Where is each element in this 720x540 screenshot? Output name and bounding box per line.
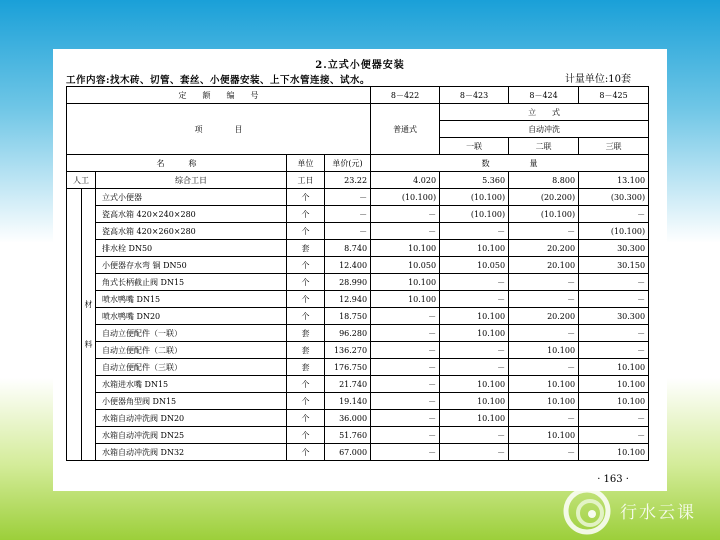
material-value: (10.100) bbox=[440, 206, 509, 223]
material-category-char: 料 bbox=[84, 339, 93, 349]
material-value: － bbox=[440, 444, 509, 461]
material-price: 96.280 bbox=[325, 325, 371, 342]
quota-table bbox=[66, 86, 649, 461]
material-value: － bbox=[440, 427, 509, 444]
material-value: － bbox=[579, 291, 649, 308]
material-name: 水箱进水嘴 DN15 bbox=[96, 376, 287, 393]
material-name: 排水栓 DN50 bbox=[96, 240, 287, 257]
material-name: 自动立便配件（一联） bbox=[96, 325, 287, 342]
material-value: 10.100 bbox=[371, 291, 440, 308]
type-label: 立 式 bbox=[440, 104, 649, 121]
material-value: － bbox=[509, 291, 579, 308]
material-value: (20.200) bbox=[509, 189, 579, 206]
table-row bbox=[67, 257, 649, 274]
table-row bbox=[67, 291, 649, 308]
material-value: － bbox=[371, 444, 440, 461]
sub-label: 三联 bbox=[579, 138, 649, 155]
material-price: 67.000 bbox=[325, 444, 371, 461]
labor-value: 4.020 bbox=[371, 172, 440, 189]
material-name: 喷水鸭嘴 DN15 bbox=[96, 291, 287, 308]
material-value: － bbox=[371, 359, 440, 376]
material-value: － bbox=[371, 223, 440, 240]
material-unit: 个 bbox=[287, 308, 325, 325]
material-name: 水箱自动冲洗阀 DN32 bbox=[96, 444, 287, 461]
material-value: － bbox=[509, 223, 579, 240]
table-row bbox=[67, 104, 649, 121]
material-value: (10.100) bbox=[440, 189, 509, 206]
normal-label: 普通式 bbox=[371, 121, 440, 138]
material-unit: 个 bbox=[287, 291, 325, 308]
material-value: (30.300) bbox=[579, 189, 649, 206]
material-unit: 个 bbox=[287, 206, 325, 223]
material-price: 176.750 bbox=[325, 359, 371, 376]
material-value: － bbox=[579, 325, 649, 342]
material-name: 小便器存水弯 铜 DN50 bbox=[96, 257, 287, 274]
material-value: － bbox=[509, 325, 579, 342]
material-value: － bbox=[579, 206, 649, 223]
material-name: 水箱自动冲洗阀 DN25 bbox=[96, 427, 287, 444]
material-category-char: 材 bbox=[84, 299, 93, 309]
material-price: 19.140 bbox=[325, 393, 371, 410]
document-page bbox=[53, 49, 667, 491]
material-value: 10.100 bbox=[371, 240, 440, 257]
material-value: 20.200 bbox=[509, 240, 579, 257]
material-value: － bbox=[440, 359, 509, 376]
material-value: (10.100) bbox=[509, 206, 579, 223]
empty-cell bbox=[67, 189, 82, 461]
code-cell: 8－424 bbox=[509, 87, 579, 104]
material-value: － bbox=[371, 308, 440, 325]
material-name: 自动立便配件（三联） bbox=[96, 359, 287, 376]
material-price: 51.760 bbox=[325, 427, 371, 444]
material-value: － bbox=[440, 291, 509, 308]
labor-price: 23.22 bbox=[325, 172, 371, 189]
labor-category: 人工 bbox=[67, 172, 96, 189]
auto-label: 自动冲洗 bbox=[440, 121, 649, 138]
material-price: 28.990 bbox=[325, 274, 371, 291]
material-name: 自动立便配件（二联） bbox=[96, 342, 287, 359]
material-price: 12.940 bbox=[325, 291, 371, 308]
labor-value: 8.800 bbox=[509, 172, 579, 189]
material-unit: 个 bbox=[287, 274, 325, 291]
material-value: － bbox=[579, 410, 649, 427]
material-value: － bbox=[579, 342, 649, 359]
table-row bbox=[67, 325, 649, 342]
material-price: － bbox=[325, 223, 371, 240]
material-value: － bbox=[371, 376, 440, 393]
table-row bbox=[67, 342, 649, 359]
page-number: · 163 · bbox=[597, 474, 629, 485]
labor-unit: 工日 bbox=[287, 172, 325, 189]
material-name: 喷水鸭嘴 DN20 bbox=[96, 308, 287, 325]
code-cell: 8－423 bbox=[440, 87, 509, 104]
material-price: 136.270 bbox=[325, 342, 371, 359]
table-row bbox=[67, 189, 649, 206]
logo-icon bbox=[562, 487, 612, 535]
labor-name: 综合工日 bbox=[96, 172, 287, 189]
logo-text: 行水云课 bbox=[620, 503, 696, 523]
material-value: 10.050 bbox=[371, 257, 440, 274]
material-name: 小便器角型阀 DN15 bbox=[96, 393, 287, 410]
material-unit: 个 bbox=[287, 393, 325, 410]
material-value: 10.100 bbox=[371, 274, 440, 291]
unit-label: 单位 bbox=[287, 155, 325, 172]
material-value: － bbox=[440, 342, 509, 359]
labor-value: 13.100 bbox=[579, 172, 649, 189]
table-row bbox=[67, 274, 649, 291]
material-value: (10.100) bbox=[579, 223, 649, 240]
code-cell: 8－425 bbox=[579, 87, 649, 104]
material-value: 10.100 bbox=[509, 427, 579, 444]
material-value: 10.100 bbox=[579, 444, 649, 461]
material-value: 10.100 bbox=[509, 393, 579, 410]
material-unit: 个 bbox=[287, 444, 325, 461]
material-price: 8.740 bbox=[325, 240, 371, 257]
material-unit: 套 bbox=[287, 325, 325, 342]
material-name: 瓷高水箱 420×260×280 bbox=[96, 223, 287, 240]
material-value: 10.050 bbox=[440, 257, 509, 274]
material-value: 10.100 bbox=[440, 325, 509, 342]
material-value: 10.100 bbox=[440, 393, 509, 410]
material-value: 30.150 bbox=[579, 257, 649, 274]
material-unit: 个 bbox=[287, 223, 325, 240]
material-value: － bbox=[579, 427, 649, 444]
material-price: － bbox=[325, 189, 371, 206]
material-value: － bbox=[371, 427, 440, 444]
material-value: 10.100 bbox=[440, 376, 509, 393]
material-value: － bbox=[509, 444, 579, 461]
material-value: － bbox=[440, 223, 509, 240]
table-row bbox=[67, 427, 649, 444]
material-unit: 套 bbox=[287, 342, 325, 359]
table-row bbox=[67, 172, 649, 189]
table-row bbox=[67, 155, 649, 172]
item-label: 项 目 bbox=[67, 104, 371, 155]
material-name: 立式小便器 bbox=[96, 189, 287, 206]
material-price: 12.400 bbox=[325, 257, 371, 274]
material-name: 瓷高水箱 420×240×280 bbox=[96, 206, 287, 223]
material-price: － bbox=[325, 206, 371, 223]
empty-cell bbox=[371, 104, 440, 121]
table-row bbox=[67, 308, 649, 325]
material-value: － bbox=[371, 342, 440, 359]
material-unit: 套 bbox=[287, 359, 325, 376]
code-cell: 8－422 bbox=[371, 87, 440, 104]
material-value: － bbox=[509, 410, 579, 427]
sub-label: 二联 bbox=[509, 138, 579, 155]
document-title: 2.立式小便器安装 bbox=[315, 60, 405, 71]
work-content: 工作内容:找木砖、切管、套丝、小便器安装、上下水管连接、试水。 bbox=[66, 75, 371, 86]
labor-value: 5.360 bbox=[440, 172, 509, 189]
material-category bbox=[82, 189, 96, 461]
material-value: － bbox=[440, 274, 509, 291]
material-value: － bbox=[579, 274, 649, 291]
price-label: 单价(元) bbox=[325, 155, 371, 172]
material-value: 10.100 bbox=[440, 410, 509, 427]
material-value: － bbox=[371, 206, 440, 223]
material-value: 10.100 bbox=[440, 308, 509, 325]
material-unit: 个 bbox=[287, 427, 325, 444]
table-row bbox=[67, 444, 649, 461]
material-unit: 个 bbox=[287, 189, 325, 206]
sub-label: 一联 bbox=[440, 138, 509, 155]
material-value: 30.300 bbox=[579, 308, 649, 325]
material-value: － bbox=[371, 393, 440, 410]
table-row bbox=[67, 223, 649, 240]
material-name: 水箱自动冲洗阀 DN20 bbox=[96, 410, 287, 427]
material-price: 18.750 bbox=[325, 308, 371, 325]
material-value: 10.100 bbox=[509, 376, 579, 393]
material-value: 30.300 bbox=[579, 240, 649, 257]
table-row bbox=[67, 240, 649, 257]
material-price: 21.740 bbox=[325, 376, 371, 393]
empty-cell bbox=[371, 138, 440, 155]
material-value: (10.100) bbox=[371, 189, 440, 206]
material-price: 36.000 bbox=[325, 410, 371, 427]
material-unit: 个 bbox=[287, 376, 325, 393]
table-row bbox=[67, 410, 649, 427]
name-label: 名 称 bbox=[67, 155, 287, 172]
qty-label: 数 量 bbox=[371, 155, 649, 172]
table-row bbox=[67, 206, 649, 223]
measure-unit: 计量单位:10套 bbox=[564, 74, 631, 85]
material-value: － bbox=[509, 359, 579, 376]
material-value: 10.100 bbox=[509, 342, 579, 359]
material-value: 10.100 bbox=[440, 240, 509, 257]
material-unit: 套 bbox=[287, 240, 325, 257]
material-name: 角式长柄截止阀 DN15 bbox=[96, 274, 287, 291]
material-value: 10.100 bbox=[579, 359, 649, 376]
table-row bbox=[67, 393, 649, 410]
quota-no-label: 定 额 编 号 bbox=[67, 87, 371, 104]
material-value: － bbox=[371, 325, 440, 342]
material-value: 10.100 bbox=[579, 376, 649, 393]
material-value: 20.100 bbox=[509, 257, 579, 274]
table-row bbox=[67, 359, 649, 376]
material-value: － bbox=[371, 410, 440, 427]
material-value: 20.200 bbox=[509, 308, 579, 325]
table-row bbox=[67, 87, 649, 104]
table-row bbox=[67, 376, 649, 393]
material-value: 10.100 bbox=[579, 393, 649, 410]
material-unit: 个 bbox=[287, 410, 325, 427]
material-unit: 个 bbox=[287, 257, 325, 274]
material-value: － bbox=[509, 274, 579, 291]
